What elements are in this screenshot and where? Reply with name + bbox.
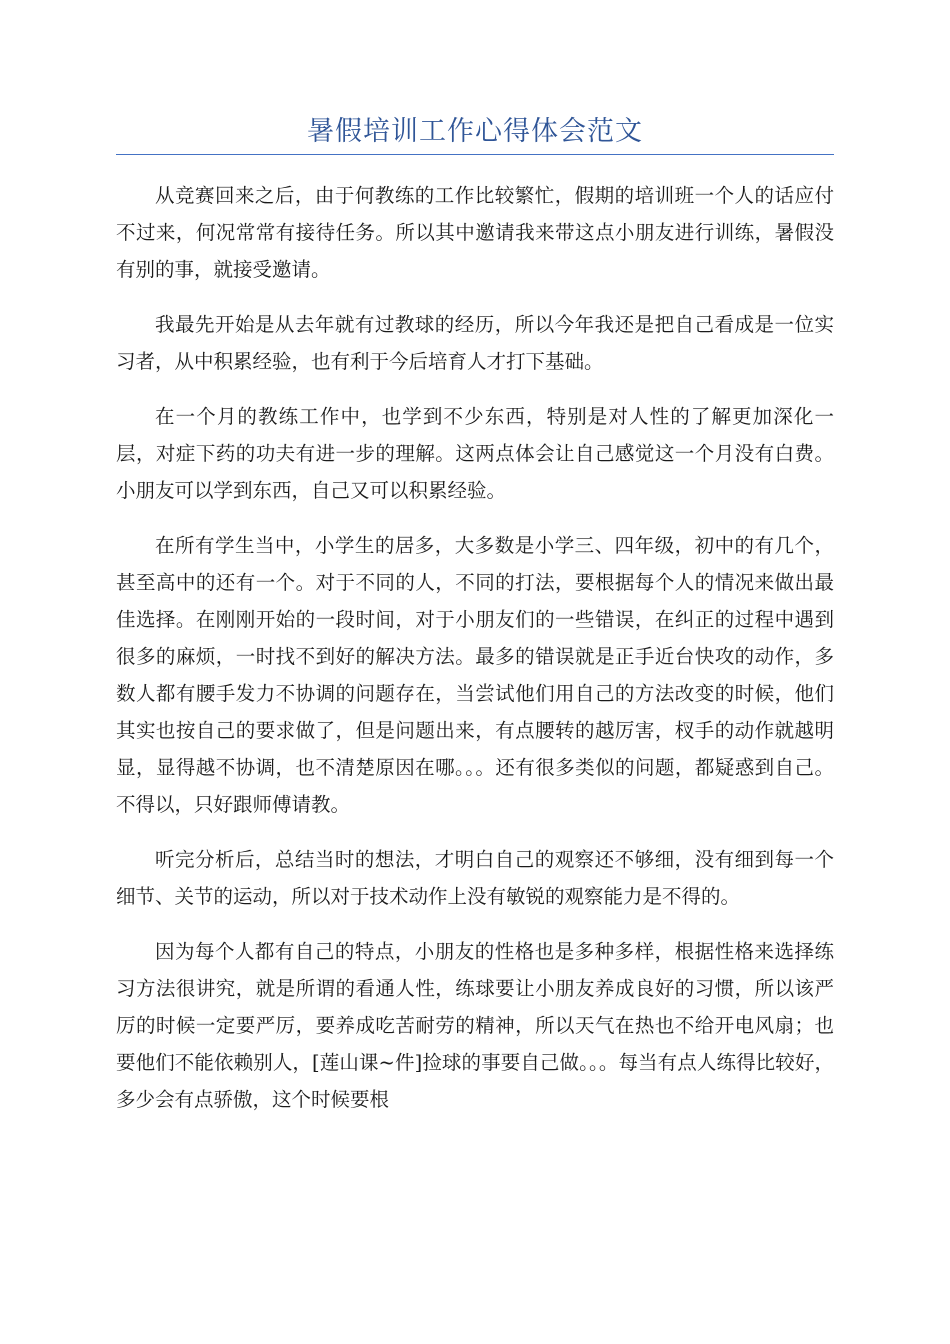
paragraph-3: 在一个月的教练工作中，也学到不少东西，特别是对人性的了解更加深化一层，对症下药的功夫有进一步的理解。这两点体会让自己感觉这一个月没有白费。小朋友可以学到东西，自己又可以积累经验。 [116, 405, 834, 502]
paragraph-5: 听完分析后，总结当时的想法，才明白自己的观察还不够细，没有细到每一个细节、关节的运动，所以对于技术动作上没有敏锐的观察能力是不得的。 [116, 848, 834, 908]
document-title: 暑假培训工作心得体会范文 [307, 116, 643, 147]
title-underline [116, 154, 834, 155]
paragraph-4: 在所有学生当中，小学生的居多，大多数是小学三、四年级，初中的有几个，甚至高中的还有一个。对于不同的人，不同的打法，要根据每个人的情况来做出最佳选择。在刚刚开始的一段时间，对于小朋友们的一些错误，在纠正的过程中遇到很多的麻烦，一时找不到好的解决方法。最多的错误就是正手近台快攻的动作，多数人都有腰手发力不协调的问题存在，当尝试他们用自己的方法改变的时候，他们其实也按自己的要求做了，但是问题出来，有点腰转的越厉害，杈手的动作就越明显，显得越不协调，也不清楚原因在哪。。。还有很多类似的问题，都疑惑到自己。不得以，只好跟师傅请教。 [116, 534, 834, 816]
paragraph-2: 我最先开始是从去年就有过教球的经历，所以今年我还是把自己看成是一位实习者，从中积累经验，也有利于今后培育人才打下基础。 [116, 313, 834, 373]
paragraph-6: 因为每个人都有自己的特点，小朋友的性格也是多种多样，根据性格来选择练习方法很讲究，就是所谓的看通人性，练球要让小朋友养成良好的习惯，所以该严厉的时候一定要严厉，要养成吃苦耐劳的精神，所以天气在热也不给开电风扇；也要他们不能依赖别人，[莲山课~件]捡球的事要自己做。。。每当有点人练得比较好，多少会有点骄傲，这个时候要根 [116, 940, 834, 1111]
paragraph-1: 从竞赛回来之后，由于何教练的工作比较繁忙，假期的培训班一个人的话应付不过来，何况常常有接待任务。所以其中邀请我来带这点小朋友进行训练，暑假没有别的事，就接受邀请。 [116, 184, 834, 281]
document-body [116, 177, 834, 1136]
